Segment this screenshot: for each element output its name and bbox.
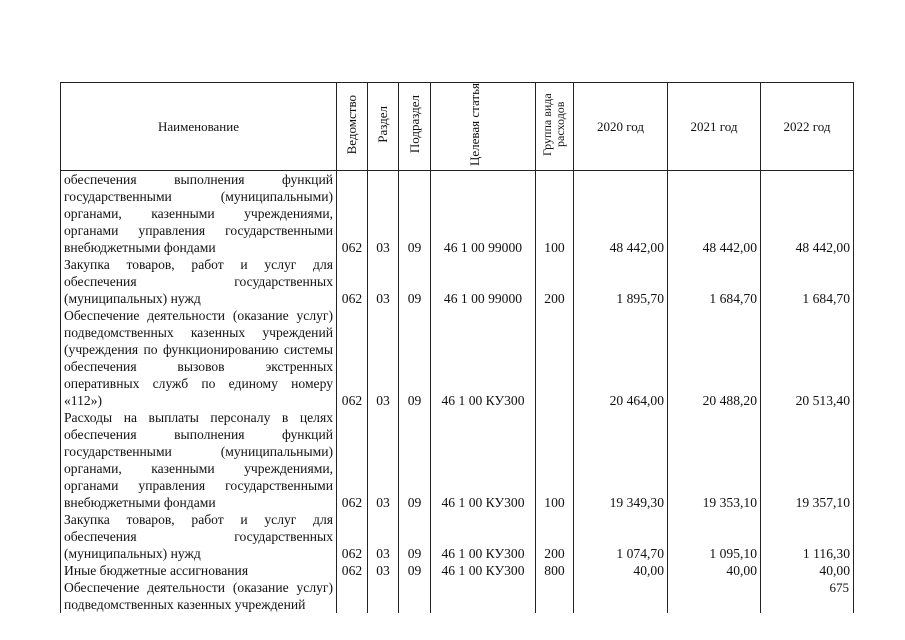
row-target-item: 46 1 00 КУ300 [431, 307, 536, 409]
row-section: 03 [368, 562, 399, 579]
row-section: 03 [368, 171, 399, 257]
row-2021: 48 442,00 [668, 171, 761, 257]
header-name: Наименование [61, 83, 337, 171]
row-2021: 19 353,10 [668, 409, 761, 511]
table-row [61, 511, 854, 562]
row-2021: 1 684,70 [668, 256, 761, 307]
row-subsection: 09 [399, 409, 431, 511]
table-header-row [61, 83, 854, 171]
row-target-item: 46 1 00 99000 [431, 171, 536, 257]
header-section: Раздел [368, 83, 399, 171]
row-section: 03 [368, 511, 399, 562]
table-row [61, 409, 854, 511]
row-name: Закупка товаров, работ и услуг для обеспечения государственных (муниципальных) нужд [61, 511, 337, 562]
row-subsection: 09 [399, 511, 431, 562]
row-2020: 48 442,00 [574, 171, 668, 257]
row-subsection: 09 [399, 562, 431, 579]
row-target-item [431, 579, 536, 613]
row-department [337, 579, 368, 613]
table-row [61, 256, 854, 307]
row-2021: 40,00 [668, 562, 761, 579]
row-2021: 20 488,20 [668, 307, 761, 409]
row-expense-group: 200 [536, 256, 574, 307]
row-name: обеспечения выполнения функций государственными (муниципальными) органами, казенными учреждениями, органами управления государственными внебюджетными фондами [61, 171, 337, 257]
row-2020: 1 895,70 [574, 256, 668, 307]
row-expense-group: 100 [536, 409, 574, 511]
table-row [61, 579, 854, 613]
header-2022: 2022 год [761, 83, 854, 171]
table-row [61, 171, 854, 257]
row-subsection: 09 [399, 171, 431, 257]
row-2022: 1 684,70 [761, 256, 854, 307]
table-row [61, 562, 854, 579]
row-2022: 19 357,10 [761, 409, 854, 511]
row-department: 062 [337, 511, 368, 562]
row-2020 [574, 579, 668, 613]
row-section [368, 579, 399, 613]
row-name: Обеспечение деятельности (оказание услуг) подведомственных казенных учреждений [61, 579, 337, 613]
row-target-item: 46 1 00 КУ300 [431, 511, 536, 562]
row-2021 [668, 579, 761, 613]
row-2022: 40,00 [761, 562, 854, 579]
row-2022: 20 513,40 [761, 307, 854, 409]
row-name: Иные бюджетные ассигнования [61, 562, 337, 579]
row-target-item: 46 1 00 КУ300 [431, 562, 536, 579]
header-department: Ведомство [337, 83, 368, 171]
row-subsection [399, 579, 431, 613]
row-subsection: 09 [399, 307, 431, 409]
row-2022: 48 442,00 [761, 171, 854, 257]
row-2020: 20 464,00 [574, 307, 668, 409]
row-section: 03 [368, 409, 399, 511]
table-row [61, 307, 854, 409]
row-2020: 19 349,30 [574, 409, 668, 511]
row-expense-group: 100 [536, 171, 574, 257]
header-expense-group: Группа вида расходов [536, 83, 574, 171]
row-expense-group [536, 579, 574, 613]
row-expense-group: 200 [536, 511, 574, 562]
row-subsection: 09 [399, 256, 431, 307]
row-department: 062 [337, 562, 368, 579]
row-department: 062 [337, 307, 368, 409]
row-section: 03 [368, 256, 399, 307]
budget-table [60, 82, 854, 613]
header-2021: 2021 год [668, 83, 761, 171]
row-expense-group: 800 [536, 562, 574, 579]
row-2021: 1 095,10 [668, 511, 761, 562]
row-target-item: 46 1 00 99000 [431, 256, 536, 307]
header-target-item: Целевая статья [431, 83, 536, 171]
row-expense-group [536, 307, 574, 409]
page-number: 675 [829, 580, 849, 595]
row-name: Закупка товаров, работ и услуг для обеспечения государственных (муниципальных) нужд [61, 256, 337, 307]
header-subsection: Подраздел [399, 83, 431, 171]
row-2022: 1 116,30 [761, 511, 854, 562]
header-2020: 2020 год [574, 83, 668, 171]
row-2020: 40,00 [574, 562, 668, 579]
row-section: 03 [368, 307, 399, 409]
row-2020: 1 074,70 [574, 511, 668, 562]
row-name: Расходы на выплаты персоналу в целях обеспечения выполнения функций государственными (муниципальными) органами, казенными учреждениями, органами управления государственными внебюджетными фондами [61, 409, 337, 511]
row-department: 062 [337, 409, 368, 511]
row-name: Обеспечение деятельности (оказание услуг) подведомственных казенных учреждений (учреждения по функционированию системы обеспечения вызовов экстренных оперативных служб по единому номеру «112») [61, 307, 337, 409]
row-department: 062 [337, 171, 368, 257]
row-target-item: 46 1 00 КУ300 [431, 409, 536, 511]
row-department: 062 [337, 256, 368, 307]
